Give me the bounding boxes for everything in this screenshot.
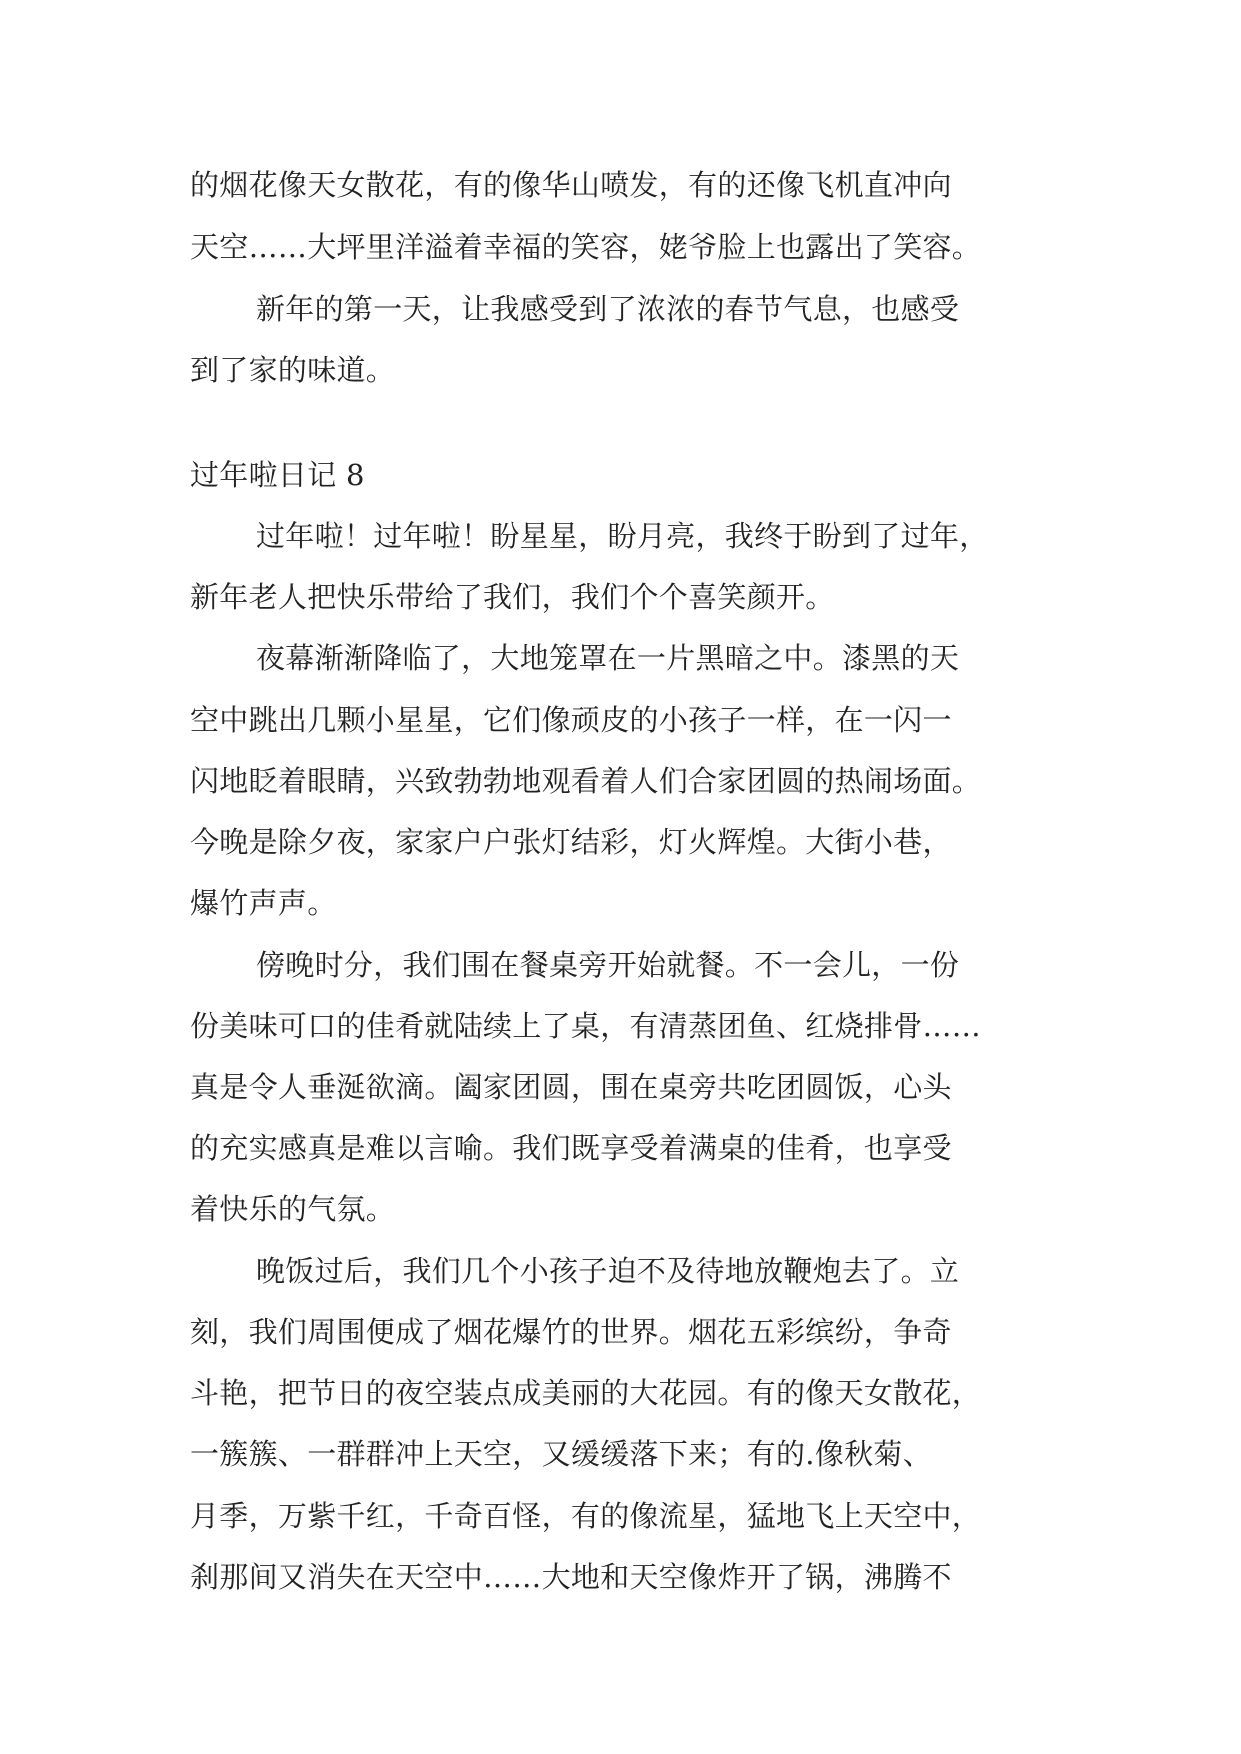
- text-line: 爆竹声声。: [190, 886, 337, 920]
- text-line: 到了家的味道。: [190, 353, 396, 387]
- text-line: 刹那间又消失在天空中……大地和天空像炸开了锅，沸腾不: [190, 1560, 952, 1594]
- text-line: 真是令人垂涎欲滴。阖家团圆，围在桌旁共吃团圆饭，心头: [190, 1070, 952, 1104]
- paragraph-start: 夜幕渐渐降临了，大地笼罩在一片黑暗之中。漆黑的天: [256, 641, 960, 675]
- text-line: 一簇簇、一群群冲上天空，又缓缓落下来；有的.像秋菊、: [190, 1437, 933, 1471]
- text-line: 闪地眨着眼睛，兴致勃勃地观看着人们合家团圆的热闹场面。: [190, 764, 982, 798]
- section-heading: 过年啦日记 8: [190, 458, 365, 492]
- paragraph-start: 过年啦！过年啦！盼星星，盼月亮，我终于盼到了过年，: [256, 519, 989, 553]
- paragraph-start: 傍晚时分，我们围在餐桌旁开始就餐。不一会儿，一份: [256, 948, 960, 982]
- text-line: 份美味可口的佳肴就陆续上了桌，有清蒸团鱼、红烧排骨……: [190, 1009, 982, 1043]
- text-line: 今晚是除夕夜，家家户户张灯结彩，灯火辉煌。大街小巷，: [190, 825, 952, 859]
- text-line: 月季，万紫千红，千奇百怪，有的像流星，猛地飞上天空中，: [190, 1499, 982, 1533]
- text-line: 的烟花像天女散花，有的像华山喷发，有的还像飞机直冲向: [190, 168, 952, 202]
- text-line: 斗艳，把节日的夜空装点成美丽的大花园。有的像天女散花，: [190, 1376, 982, 1410]
- text-line: 空中跳出几颗小星星，它们像顽皮的小孩子一样，在一闪一: [190, 703, 952, 737]
- text-line: 新年老人把快乐带给了我们，我们个个喜笑颜开。: [190, 580, 835, 614]
- paragraph-start: 新年的第一天，让我感受到了浓浓的春节气息，也感受: [256, 292, 960, 326]
- text-line: 天空……大坪里洋溢着幸福的笑容，姥爷脸上也露出了笑容。: [190, 230, 982, 264]
- text-line: 着快乐的气氛。: [190, 1192, 396, 1226]
- paragraph-start: 晚饭过后，我们几个小孩子迫不及待地放鞭炮去了。立: [256, 1254, 960, 1288]
- text-line: 的充实感真是难以言喻。我们既享受着满桌的佳肴，也享受: [190, 1131, 952, 1165]
- text-line: 刻，我们周围便成了烟花爆竹的世界。烟花五彩缤纷，争奇: [190, 1315, 952, 1349]
